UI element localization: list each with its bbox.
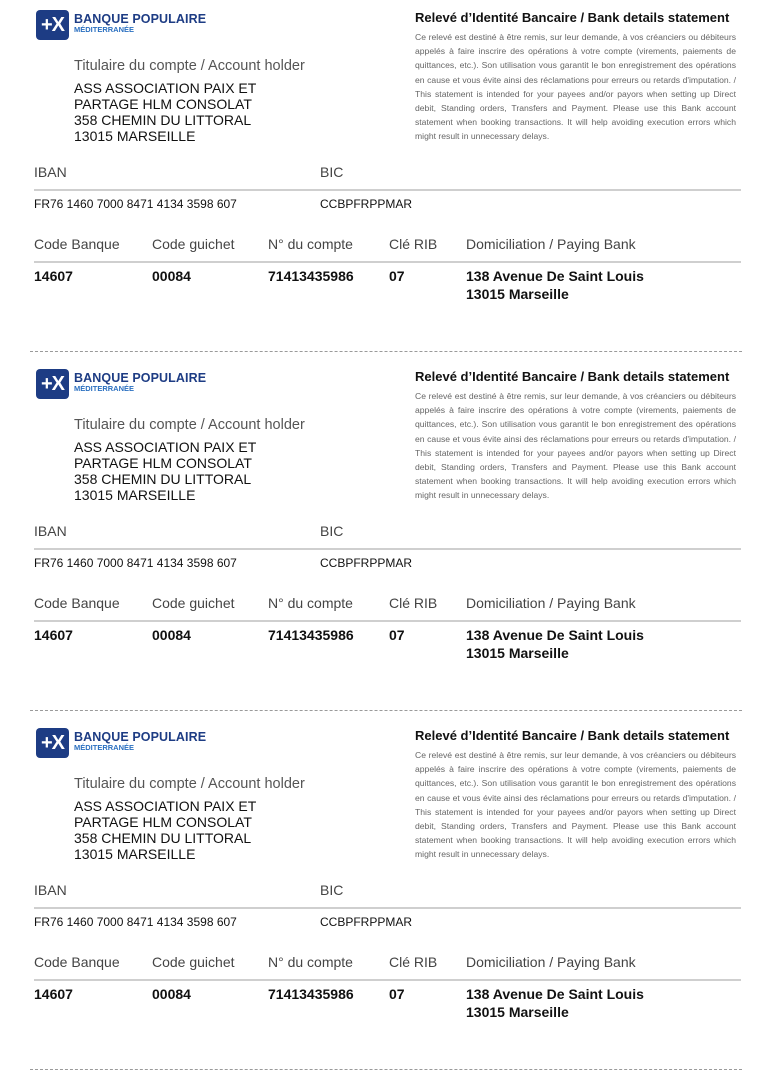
bank-name: BANQUE POPULAIRE [74,12,207,26]
bic-label: BIC [320,523,344,539]
account-holder-label: Titulaire du compte / Account holder [74,776,305,792]
bic-value: CCBPFRPPMAR [320,197,413,211]
account-number-value: 71413435986 [268,268,354,284]
bic-value: CCBPFRPPMAR [320,915,413,929]
bank-code-label: Code Banque [34,236,120,252]
account-holder-line: 13015 MARSEILLE [74,128,196,144]
account-holder-line: PARTAGE HLM CONSOLAT [74,455,252,471]
cut-line [30,710,742,711]
rib-key-label: Clé RIB [389,595,438,611]
bank-code-label: Code Banque [34,595,120,611]
bank-code-label: Code Banque [34,954,120,970]
divider [34,189,741,191]
bank-logo [36,369,216,403]
domiciliation-value: 13015 Marseille [466,1004,569,1020]
account-holder-line: 358 CHEMIN DU LITTORAL [74,830,252,846]
iban-label: IBAN [34,164,67,180]
branch-code-value: 00084 [152,627,191,643]
account-number-label: N° du compte [268,595,353,611]
domiciliation-label: Domiciliation / Paying Bank [466,236,636,252]
divider [34,261,741,263]
bank-logo [36,728,216,762]
bank-subname: MÉDITERRANÉE [74,384,135,393]
domiciliation-label: Domiciliation / Paying Bank [466,595,636,611]
domiciliation-value: 138 Avenue De Saint Louis [466,986,644,1002]
cut-line [30,1069,742,1070]
account-holder-line: PARTAGE HLM CONSOLAT [74,814,252,830]
account-holder-line: 358 CHEMIN DU LITTORAL [74,112,252,128]
cut-line [30,351,742,352]
bank-subname: MÉDITERRANÉE [74,743,135,752]
bic-label: BIC [320,164,344,180]
domiciliation-value: 13015 Marseille [466,645,569,661]
bank-logo-icon: +X [36,728,69,758]
rib-key-label: Clé RIB [389,954,438,970]
account-holder-line: ASS ASSOCIATION PAIX ET [74,798,257,814]
divider [34,548,741,550]
account-number-label: N° du compte [268,236,353,252]
account-holder-line: ASS ASSOCIATION PAIX ET [74,439,257,455]
rib-copy-2 [0,359,782,709]
statement-title: Relevé d’Identité Bancaire / Bank details statement [415,10,730,25]
bank-code-value: 14607 [34,627,73,643]
account-number-label: N° du compte [268,954,353,970]
rib-copy-1 [0,0,782,350]
bank-code-value: 14607 [34,268,73,284]
account-holder-line: ASS ASSOCIATION PAIX ET [74,80,257,96]
iban-label: IBAN [34,882,67,898]
divider [34,620,741,622]
account-holder-label: Titulaire du compte / Account holder [74,58,305,74]
iban-value: FR76 1460 7000 8471 4134 3598 607 [34,197,237,211]
bank-code-value: 14607 [34,986,73,1002]
rib-key-label: Clé RIB [389,236,438,252]
statement-text: Ce relevé est destiné à être remis, sur leur demande, à vos créanciers ou débiteurs appelés à faire inscrire des opérations à votre compte (virements, paiements de quittances, etc.). Son utilisation vous garantit le bon enregistrement des opérations en cause et vous évite ainsi des réclamations pour erreurs ou retards d'imputation. / This statement is intended for your payees and/or payors when setting up Direct debit, Standing orders, Transfers and Payment. Please use this Bank account statement when booking transactions. It will help avoiding execution errors which might result in unnecessary delays. [415,32,736,142]
branch-code-value: 00084 [152,986,191,1002]
bic-label: BIC [320,882,344,898]
account-holder-line: 358 CHEMIN DU LITTORAL [74,471,252,487]
account-holder-line: PARTAGE HLM CONSOLAT [74,96,252,112]
statement-title: Relevé d’Identité Bancaire / Bank details statement [415,369,730,384]
rib-key-value: 07 [389,268,405,284]
account-number-value: 71413435986 [268,627,354,643]
bank-logo [36,10,216,44]
account-holder-label: Titulaire du compte / Account holder [74,417,305,433]
bank-name: BANQUE POPULAIRE [74,730,207,744]
bic-value: CCBPFRPPMAR [320,556,413,570]
domiciliation-value: 13015 Marseille [466,286,569,302]
domiciliation-value: 138 Avenue De Saint Louis [466,627,644,643]
domiciliation-label: Domiciliation / Paying Bank [466,954,636,970]
divider [34,979,741,981]
rib-copy-3 [0,718,782,1068]
iban-label: IBAN [34,523,67,539]
bank-subname: MÉDITERRANÉE [74,25,135,34]
account-number-value: 71413435986 [268,986,354,1002]
iban-value: FR76 1460 7000 8471 4134 3598 607 [34,915,237,929]
rib-key-value: 07 [389,986,405,1002]
statement-text: Ce relevé est destiné à être remis, sur leur demande, à vos créanciers ou débiteurs appelés à faire inscrire des opérations à votre compte (virements, paiements de quittances, etc.). Son utilisation vous garantit le bon enregistrement des opérations en cause et vous évite ainsi des réclamations pour erreurs ou retards d'imputation. / This statement is intended for your payees and/or payors when setting up Direct debit, Standing orders, Transfers and Payment. Please use this Bank account statement when booking transactions. It will help avoiding execution errors which might result in unnecessary delays. [415,391,736,501]
statement-title: Relevé d’Identité Bancaire / Bank details statement [415,728,730,743]
divider [34,907,741,909]
statement-text: Ce relevé est destiné à être remis, sur leur demande, à vos créanciers ou débiteurs appelés à faire inscrire des opérations à votre compte (virements, paiements de quittances, etc.). Son utilisation vous garantit le bon enregistrement des opérations en cause et vous évite ainsi des réclamations pour erreurs ou retards d'imputation. / This statement is intended for your payees and/or payors when setting up Direct debit, Standing orders, Transfers and Payment. Please use this Bank account statement when booking transactions. It will help avoiding execution errors which might result in unnecessary delays. [415,750,736,860]
account-holder-line: 13015 MARSEILLE [74,846,196,862]
rib-key-value: 07 [389,627,405,643]
iban-value: FR76 1460 7000 8471 4134 3598 607 [34,556,237,570]
bank-logo-icon: +X [36,10,69,40]
account-holder-line: 13015 MARSEILLE [74,487,196,503]
branch-code-value: 00084 [152,268,191,284]
branch-code-label: Code guichet [152,236,235,252]
branch-code-label: Code guichet [152,954,235,970]
domiciliation-value: 138 Avenue De Saint Louis [466,268,644,284]
bank-logo-icon: +X [36,369,69,399]
branch-code-label: Code guichet [152,595,235,611]
bank-name: BANQUE POPULAIRE [74,371,207,385]
